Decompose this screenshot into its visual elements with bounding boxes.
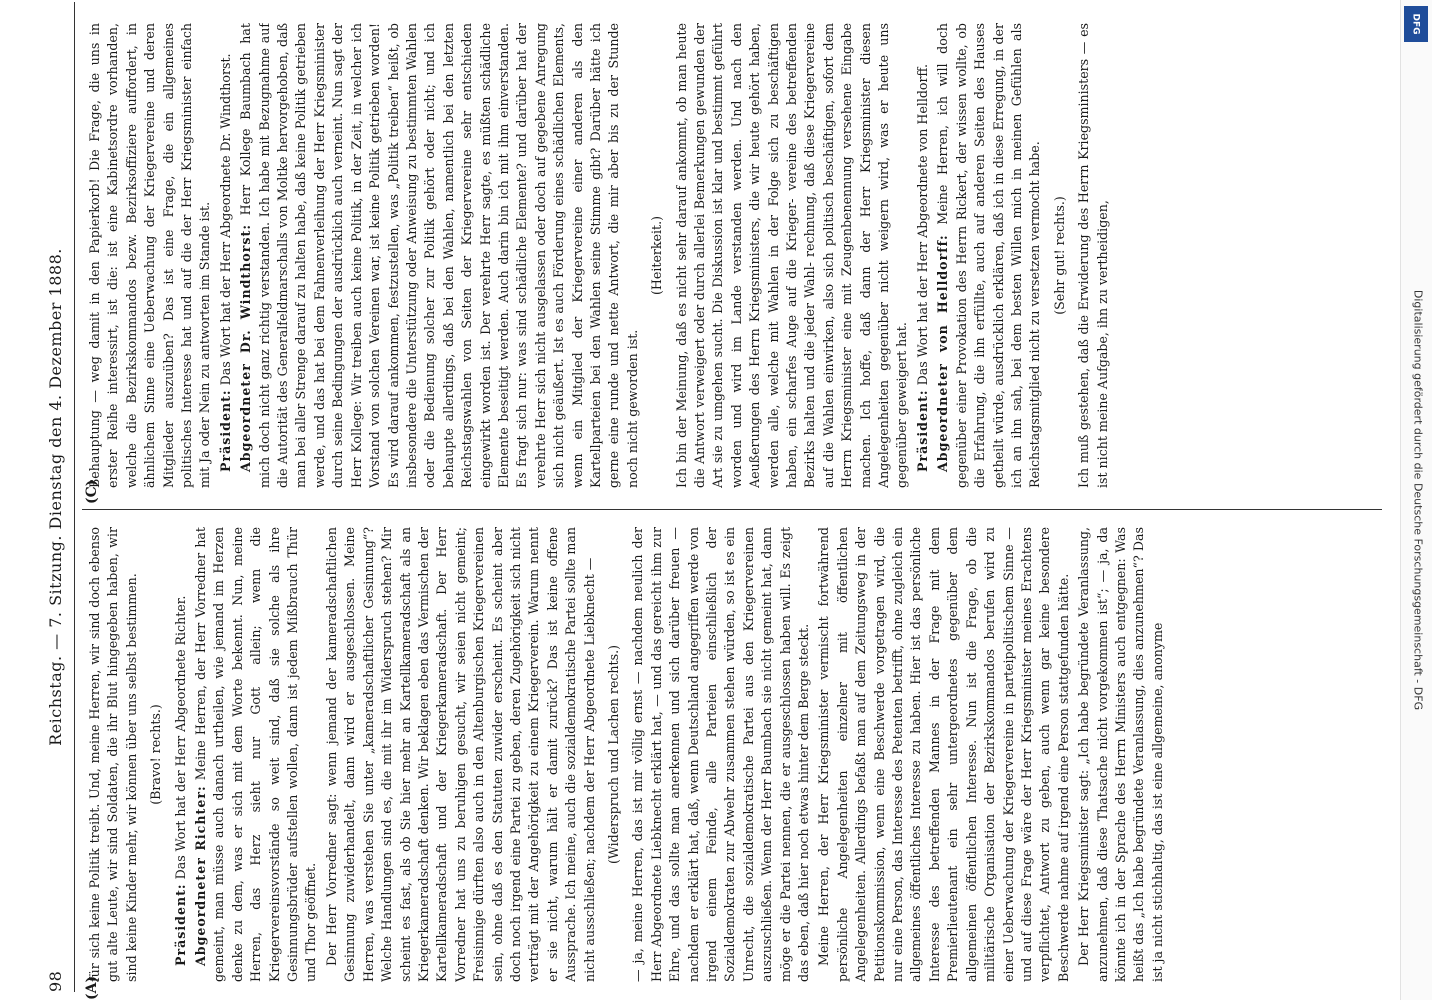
left-column	[86, 527, 1376, 982]
dfg-credit-text: Digitalisierung gefördert durch die Deutsche Forschungsgemeinschaft - DFG	[1411, 289, 1425, 711]
text-paragraph: Ich bin der Meinung, daß es nicht sehr darauf ankommt, ob man heute die Antwort verweigert oder durch allerlei Bemerkungen gewunden der Art sie zu umgehen sucht. Die Diskussion ist klar und bestimmt geführt worden und wird im Lande verstanden werden. Und nach den Aeußerungen des Herrn Kriegsministers, die wir heute gehört haben, werden alle, welche mit Wahlen in der Folge sich zu beschäftigen haben, ein scharfes Auge auf die Krieger- vereine des betreffenden Bezirks halten und die jeder Wahl- rechnung, daß diese Kriegervereine auf die Wahlen einwirken, also sich politisch beschäftigen, sofort dem Herrn Kriegsminister eine mit Zeugenbenennung versehene Eingabe machen. Ich hoffe, daß dann der Herr Kriegsminister diesen Angelegenheiten gegenüber nicht weigern wird, was er heute uns gegenüber geweigert hat.	[673, 23, 910, 488]
speech-paragraph	[172, 527, 190, 982]
speaker-name: Abgeordneter Dr. Windthorst:	[238, 224, 254, 472]
speech-text: Das Wort hat der Herr Abgeordnete von Helldorff.	[914, 63, 930, 390]
page-number: 98	[46, 970, 65, 992]
page-header	[30, 2, 75, 992]
text-paragraph: Meine Herren, der Herr Kriegsminister vermischt fortwährend persönliche Angelegenheiten einzelner mit öffentlichen Angelegenheiten. Allerdings befaßt man auf dem Zeitungsweg in der Petitionskommission, wenn eine Beschwerde vorgetragen wird, die nur eine Person, das Interesse des Petenten betrifft, ohne zugleich ein allgemeines öffentliches Interesse zu haben. Hier ist das persönliche Interesse des betreffenden Mannes in der Frage mit dem Premierlieutenant ein sehr untergeordnetes gegenüber dem allgemeinen öffentlichen Interesse. Nun ist die Frage, ob die militärische Organisation der Bezirkskommandos berufen wird zu einer Ueberwachung der Kriegervereine in parteipolitischem Sinne — und auf diese Frage wäre der Herr Kriegsminister meines Erachtens verpflichtet, Antwort zu geben, auch wenn gar keine besondere Beschwerde nahme auf irgend eine Person stattgefunden hätte.	[816, 527, 1071, 982]
speech-paragraph	[237, 23, 642, 488]
speaker-name: Abgeordneter Richter:	[193, 785, 209, 966]
interjection: (Widerspruch und Lachen rechts.)	[605, 645, 621, 864]
running-title: Reichstag. — 7. Sitzung. Dienstag den 4. Dezember 1888.	[46, 248, 65, 746]
text-paragraph: Behauptung — weg damit in den Papierkorb! Die Frage, die uns in erster Reihe interessirt, ist die: ist eine Kabinetsordre vorhanden, welche die Bezirkskommandos bezw. Bezirksoffiziere auffordert, in ähnlichem Sinne eine Ueberwachung der Kriegervereine und deren Mitglieder auszuüben? Das ist eine Frage, die ein allgemeines politisches Interesse hat und auf die der Herr Kriegsminister einfach mit Ja oder Nein zu antworten im Stande ist.	[87, 23, 213, 488]
text-paragraph: Der Herr Vorredner sagt: wenn jemand der kameradschaftlichen Gesinnung zuwiderhandelt, dann wird er ausgeschlossen. Meine Herren, was verstehen Sie unter „kameradschaftlicher Gesinnung“? Welche Handlungen sind es, die mit ihr im Widerspruch stehen? Mir scheint es fast, als ob Sie hier mehr an Kartellkameradschaft als an Kriegerkameradschaft denken. Wir beklagen eben das Vermischen der Kartellkameradschaft und der Kriegerkameradschaft. Der Herr Vorredner hat uns zu beruhigen gesucht, wir seien nicht gemeint; Freisinnige dürften also auch in den Altenburgischen Kriegervereinen sein, ohne daß es den Statuten zuwider erscheint. Es scheint aber doch noch irgend eine Partei zu geben, deren Zugehörigkeit sich nicht verträgt mit der Angehörigkeit zu einem Kriegerverein. Warum nennt er sie nicht, warum hält er damit zurück? Das ist keine offene Aussprache. Ich meine, auch die sozialdemokratische Partei sollte man nicht ausschließen; nachdem der Herr Abgeordnete Liebknecht —	[323, 527, 597, 982]
speaker-name: Abgeordneter von Helldorff:	[935, 234, 951, 472]
speech-text: Meine Herren, der Herr Vorredner hat gemeint, man müsse auch danach urtheilen, wie jemand im Herzen denke zu dem, was er sich mit dem Worte bekennt. Nun, meine Herren, das Herz sieht nur Gott allein; wenn die Kriegervereinsvorstände so weit sind, daß sie solche als ihre Gesinnungsbrüder aufstellen wollen, dann ist jedem Mißbrauch Thür und Thor geöffnet.	[193, 527, 319, 982]
interjection: (Heiterkeit.)	[649, 216, 665, 295]
speech-text: Meine Herren, ich will doch gegenüber einer Provokation des Herrn Rickert, der wissen wollte, ob die Erfahrung, die ihn erfüllte, auch auf anderen Seiten des Hauses getheilt würde, ausdrücklich erklären, daß ich in diese Erregung, in der ich an ihn sah, bei dem besten Willen mich in meinen Gefühlen als Reichstagsmitglied nicht zu versetzen vermocht habe.	[935, 23, 1043, 488]
speech-text: Herr Kollege Baumbach hat mich doch nicht ganz richtig verstanden. Ich habe mit Bezugnahme auf die Autorität des Generalfeldmarschalls von Moltke hervorgehoben, daß man bei aller Strenge darauf zu halten habe, daß keine Politik getrieben werde, und das hat bei dem Fahnenverleihung der Herr Kriegsminister durch seine Bedingungen der ausdrücklich auch verneint. Nun sagt der Herr Kollege: Wir treiben auch keine Politik, in der Zeit, in welcher ich Vorstand von solchen Vereinen war, ist keine Politik getrieben worden! Es wird darauf ankommen, festzustellen, was „Politik treiben“ heißt, ob insbesondere die Unterstützung oder Anweisung zu bestimmten Wahlen oder die Bedienung solcher zur Politik gehört oder nicht; und ich behaupte allerdings, daß bei den Wahlen, namentlich bei den letzten Reichstagswahlen von Seiten der Kriegervereine sehr entschieden eingewirkt worden ist. Der verehrte Herr sagte, es müßten schädliche Elemente beseitigt werden. Auch darin bin ich mit ihm einverstanden. Es fragt sich nur: was sind schädliche Elemente? und darüber hat der verehrte Herr sich nicht ausgelassen oder doch auf gegebene Anregung sich nicht geäußert. Ist es auch Förderung eines schädlichen Elements, wenn ein Mitglied der Kriegervereine einer anderen als den Kartellparteien bei den Wahlen seine Stimme gibt? Darüber hätte ich gerne eine runde und nette Antwort, die mir aber bis zu der Stunde noch nicht geworden ist.	[238, 23, 640, 488]
text-paragraph: — ja, meine Herren, das ist mir völlig ernst — nachdem neulich der Herr Abgeordnete Liebknecht erklärt hat, — und das gereicht ihm zur Ehre, und das sollte man anerkennen und sich darüber freuen — nachdem er erklärt hat, daß, wenn Deutschland angegriffen werde von irgend einem Feinde, alle Parteien einschließlich der Sozialdemokraten zur Abwehr zusammen stehen würden, so ist es ein Unrecht, die sozialdemokratische Partei aus den Kriegervereinen auszuschließen. Wenn der Herr Baumbach sie nicht gemeint hat, dann möge er die Partei nennen, die er ausgeschlossen haben will. Es zeigt das eben, daß hier noch etwas hinter dem Berge steckt.	[630, 527, 812, 982]
margin-marker-a: (A)	[84, 975, 100, 1000]
speaker-name: Präsident:	[217, 389, 233, 472]
speech-text: Das Wort hat der Herr Abgeordnete Dr. Windthorst.	[217, 53, 233, 390]
speaker-name: Präsident:	[914, 389, 930, 472]
interjection: (Bravo! rechts.)	[148, 704, 164, 805]
speech-paragraph	[192, 527, 321, 982]
speaker-name: Präsident:	[172, 883, 188, 966]
text-paragraph: Ich muß gestehen, daß die Erwiderung des Herrn Kriegsministers — es ist nicht meine Aufgabe, ihn zu vertheidigen,	[1076, 23, 1110, 488]
interjection: (Sehr gut! rechts.)	[1051, 196, 1067, 315]
speech-paragraph	[934, 23, 1044, 488]
dfg-logo: DFG	[1404, 6, 1428, 42]
column-divider	[82, 509, 1382, 510]
margin-marker-c: (C)	[84, 479, 100, 504]
speech-paragraph	[914, 23, 932, 488]
text-paragraph: Der Herr Kriegsminister sagt: „Ich habe begründete Veranlassung, anzunehmen, daß diese Thatsache nicht vorgekommen ist“; — ja, da könnte ich in der Sprache des Herrn Ministers auch entgegnen: Was heißt das „Ich habe begründete Veranlassung, dies anzunehmen“? Das ist ja nicht stichhaltig, das ist eine allgemeine, anonyme	[1076, 527, 1165, 982]
right-column	[86, 23, 1376, 488]
text-paragraph: für sich keine Politik treibt. Und, meine Herren, wir sind doch ebenso gut alte Leute, wir sind Soldaten, die ihr Blut hingegeben haben, wir sind keine Kinder mehr, wir können über uns selbst bestimmen.	[87, 527, 139, 982]
speech-paragraph	[217, 23, 235, 488]
speech-text: Das Wort hat der Herr Abgeordnete Richter.	[172, 595, 188, 884]
